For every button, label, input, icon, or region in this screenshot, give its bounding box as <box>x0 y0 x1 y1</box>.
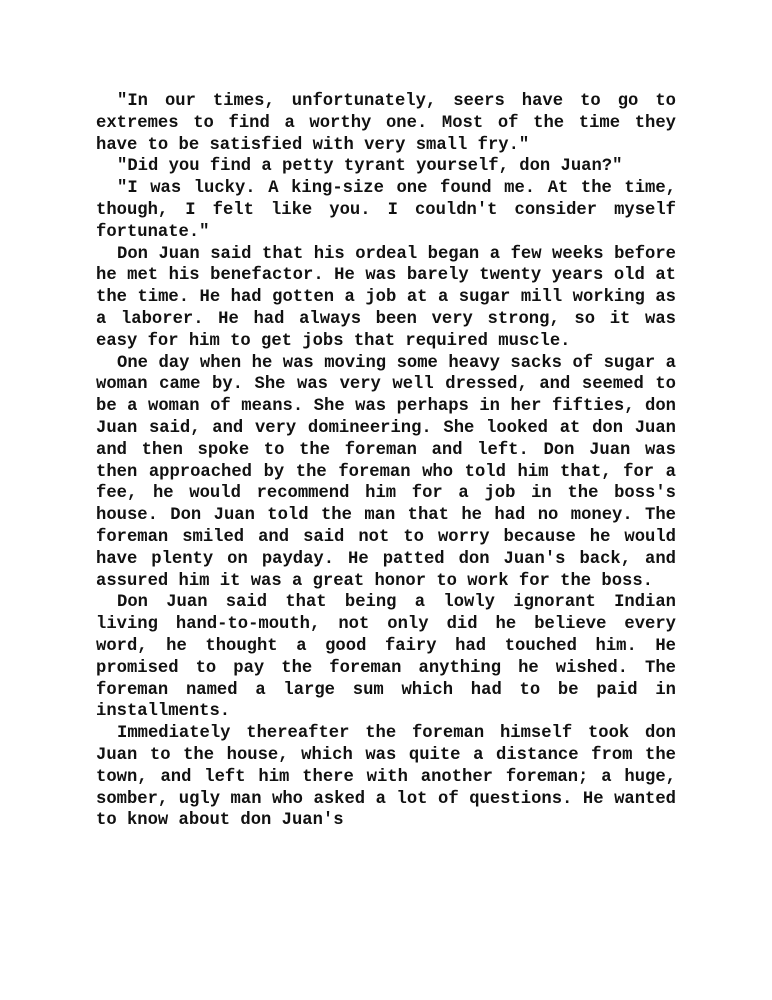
paragraph-2: "Did you find a petty tyrant yourself, don Juan?" <box>117 157 623 177</box>
page-body <box>96 91 676 832</box>
paragraph-5: One day when he was moving some heavy sacks of sugar a woman came by. She was very well dressed, and seemed to be a woman of means. She was perhaps in her fifties, don Juan said, and very domineering. She looked at don Juan and then spoke to the foreman and left. Don Juan was then approached by the foreman who told him that, for a fee, he would recommend him for a job in the boss's house. Don Juan told the man that he had no money. The foreman smiled and said not to worry because he would have plenty on payday. He patted don Juan's back, and assured him it was a great honor to work for the boss. <box>96 353 676 591</box>
paragraph-6: Don Juan said that being a lowly ignorant Indian living hand-to-mouth, not only did he believe every word, he thought a good fairy had touched him. He promised to pay the foreman anything he wished. The foreman named a large sum which had to be paid in installments. <box>96 593 676 722</box>
paragraph-1: "In our times, unfortunately, seers have to go to extremes to find a worthy one. Most of the time they have to be satisfied with very small fry." <box>96 92 676 155</box>
paragraph-3: "I was lucky. A king-size one found me. At the time, though, I felt like you. I couldn't consider myself fortunate." <box>96 179 676 242</box>
paragraph-7: Immediately thereafter the foreman himself took don Juan to the house, which was quite a distance from the town, and left him there with another foreman; a huge, somber, ugly man who asked a lot of questions. He wanted to know about don Juan's <box>96 724 676 831</box>
paragraph-4: Don Juan said that his ordeal began a few weeks before he met his benefactor. He was barely twenty years old at the time. He had gotten a job at a sugar mill working as a laborer. He had always been very strong, so it was easy for him to get jobs that required muscle. <box>96 244 676 351</box>
